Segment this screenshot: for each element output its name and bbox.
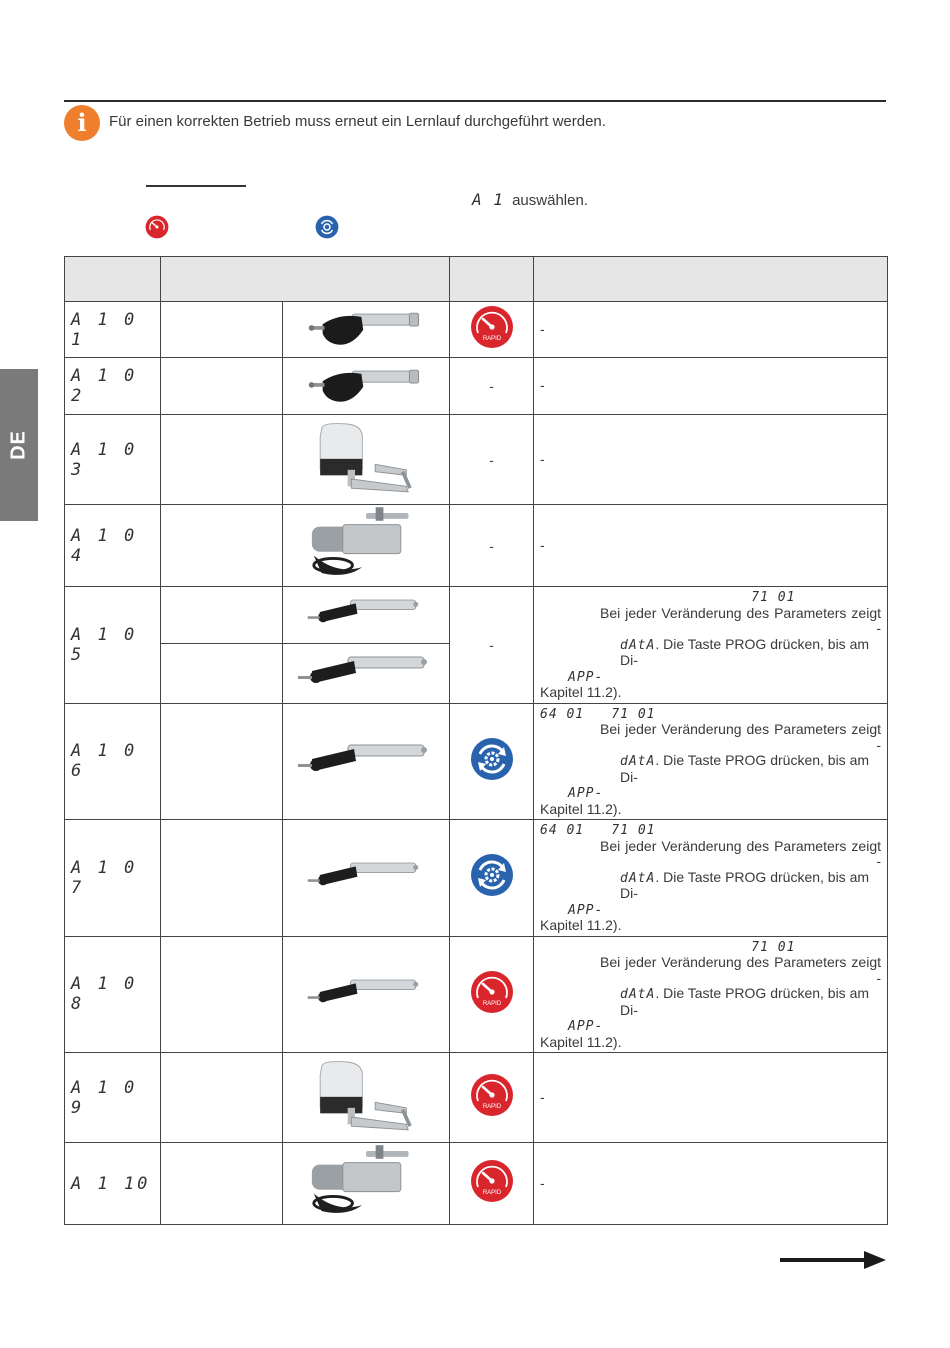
header-cell-notes <box>534 257 888 302</box>
notes-dash: - <box>540 320 545 337</box>
icon-cell <box>450 703 534 820</box>
product-image-cell <box>283 415 450 505</box>
linear-actuator-silver-image <box>296 739 436 779</box>
param-code-71: 71 01 <box>751 590 796 605</box>
linear-actuator-silver-image <box>306 594 426 630</box>
underground-operator-image <box>308 507 424 579</box>
chapter-ref: Kapitel 11.2). <box>540 800 622 817</box>
icon-dash: - <box>489 378 494 394</box>
notes-cell <box>534 1053 888 1143</box>
table-row <box>65 703 888 820</box>
header-cell-model <box>161 257 450 302</box>
table-row <box>65 302 888 358</box>
model-name-cell <box>161 703 283 820</box>
notes-dash: - <box>876 620 881 636</box>
parameter-code: A 1 0 3 <box>71 439 138 480</box>
notes-dash: - <box>540 1088 545 1105</box>
top-rule <box>64 100 886 102</box>
select-instruction <box>472 190 588 209</box>
data-text: . Die Taste PROG drücken, bis am Di- <box>620 635 870 668</box>
product-image-cell <box>283 1053 450 1143</box>
model-name-cell <box>161 505 283 587</box>
parameter-code-cell <box>65 703 161 820</box>
linear-actuator-silver-image <box>306 857 426 893</box>
model-name-cell <box>161 415 283 505</box>
param-change-text: Bei jeder Veränderung des Parameters zeigt <box>600 837 881 854</box>
table-row <box>65 505 888 587</box>
gear-cycle-icon <box>470 853 514 897</box>
rapid-label: RAPID <box>482 336 501 342</box>
rapid-speedometer-icon <box>470 970 514 1014</box>
data-code: dAtA <box>620 870 656 886</box>
param-code-71: 71 01 <box>751 939 796 955</box>
table-row <box>65 358 888 415</box>
icon-dash: - <box>489 451 494 468</box>
notes-cell <box>534 703 888 820</box>
param-change-text: Bei jeder Veränderung des Parameters zeigt <box>600 954 881 970</box>
notes-dash: - <box>540 377 545 394</box>
underground-operator-image <box>308 1145 424 1217</box>
product-image-cell <box>283 703 450 820</box>
icon-cell <box>450 820 534 937</box>
notes-cell <box>534 936 888 1053</box>
icon-dash: - <box>489 636 494 653</box>
parameter-code: A 1 0 1 <box>71 309 138 350</box>
legend-rapid-icon <box>145 215 169 239</box>
icon-cell <box>450 358 534 415</box>
notes-dash: - <box>876 969 881 986</box>
param-code-71: 71 01 <box>611 706 656 722</box>
parameter-code: A 1 0 9 <box>71 1077 138 1118</box>
param-code-64: 64 01 <box>540 823 585 838</box>
product-image-cell <box>283 302 450 358</box>
gear-cycle-icon <box>470 737 514 781</box>
table-row <box>65 587 888 644</box>
app-code: APP- <box>568 1019 604 1034</box>
notes-dash: - <box>540 450 545 467</box>
notes-cell <box>534 1143 888 1225</box>
parameter-code-cell <box>65 415 161 505</box>
param-change-text: Bei jeder Veränderung des Parameters zeigt <box>600 721 881 737</box>
parameter-code-cell <box>65 358 161 415</box>
product-image-cell <box>283 587 450 644</box>
icon-cell <box>450 936 534 1053</box>
legend-cycle-icon <box>315 215 339 239</box>
chapter-ref: Kapitel 11.2). <box>540 917 622 933</box>
data-code: dAtA <box>620 987 656 1002</box>
select-code: A 1 <box>472 190 504 209</box>
model-name-cell <box>161 1053 283 1143</box>
articulated-arm-operator-image <box>311 417 421 497</box>
model-name-cell <box>161 587 283 644</box>
parameter-code: A 1 0 6 <box>71 741 138 782</box>
param-code-71: 71 01 <box>611 823 656 838</box>
table-row <box>65 820 888 937</box>
language-tab-label: DE <box>7 430 30 460</box>
param-change-text: Bei jeder Veränderung des Parameters zeigt <box>600 604 881 621</box>
select-text: auswählen. <box>512 192 588 209</box>
icon-cell <box>450 415 534 505</box>
section-underline <box>146 185 246 187</box>
notes-cell <box>534 415 888 505</box>
notes-cell <box>534 505 888 587</box>
model-name-cell <box>161 302 283 358</box>
parameter-code-cell <box>65 820 161 937</box>
model-name-cell <box>161 936 283 1053</box>
parameter-code: A 1 0 2 <box>71 366 138 406</box>
notes-dash: - <box>876 853 881 869</box>
rapid-label: RAPID <box>482 1104 501 1110</box>
icon-cell <box>450 1053 534 1143</box>
param-code-64: 64 01 <box>540 706 585 722</box>
chapter-ref: Kapitel 11.2). <box>540 1033 622 1050</box>
parameter-code-cell <box>65 936 161 1053</box>
linear-actuator-black-image <box>306 362 426 406</box>
parameter-code-cell <box>65 587 161 704</box>
parameter-code: A 1 0 7 <box>71 857 138 898</box>
product-image-cell <box>283 820 450 937</box>
icon-cell <box>450 1143 534 1225</box>
model-table <box>64 256 888 1225</box>
product-image-cell <box>283 505 450 587</box>
rapid-speedometer-icon <box>470 1159 514 1203</box>
notes-dash: - <box>540 536 545 553</box>
parameter-code: A 1 0 5 <box>71 624 138 665</box>
rapid-speedometer-icon <box>470 1073 514 1117</box>
parameter-code-cell <box>65 1053 161 1143</box>
notes-dash: - <box>876 736 881 753</box>
table-row <box>65 936 888 1053</box>
notes-cell <box>534 587 888 704</box>
app-code: APP- <box>568 786 604 801</box>
header-cell-icon <box>450 257 534 302</box>
rapid-label: RAPID <box>482 1190 501 1196</box>
product-image-cell <box>283 358 450 415</box>
model-name-cell <box>161 820 283 937</box>
table-row <box>65 1143 888 1225</box>
parameter-code-cell <box>65 505 161 587</box>
product-image-cell <box>283 1143 450 1225</box>
language-tab <box>0 369 38 521</box>
app-code: APP- <box>568 902 604 918</box>
data-code: dAtA <box>620 637 656 653</box>
notes-cell <box>534 358 888 415</box>
table-row <box>65 415 888 505</box>
chapter-ref: Kapitel 11.2). <box>540 684 622 700</box>
info-note: Für einen korrekten Betrieb muss erneut ein Lernlauf durchgeführt werden. <box>109 113 606 130</box>
notes-cell <box>534 820 888 937</box>
icon-dash: - <box>489 537 494 554</box>
data-text: . Die Taste PROG drücken, bis am Di- <box>620 985 870 1018</box>
info-icon: i <box>64 105 100 141</box>
next-page-arrow-icon <box>780 1250 888 1270</box>
linear-actuator-silver-image <box>296 651 436 691</box>
model-name-cell <box>161 358 283 415</box>
product-image-cell <box>283 643 450 703</box>
parameter-code: A 1 0 4 <box>71 525 138 566</box>
notes-dash: - <box>540 1174 545 1191</box>
header-cell-parameter <box>65 257 161 302</box>
model-name-cell <box>161 643 283 703</box>
articulated-arm-operator-image <box>311 1055 421 1135</box>
product-image-cell <box>283 936 450 1053</box>
icon-cell <box>450 302 534 358</box>
parameter-code: A 1 10 <box>71 1173 151 1194</box>
table-header-row <box>65 257 888 302</box>
icon-cell <box>450 505 534 587</box>
app-code: APP- <box>568 669 604 685</box>
linear-actuator-silver-image <box>306 974 426 1010</box>
rapid-label: RAPID <box>482 1000 501 1007</box>
data-text: . Die Taste PROG drücken, bis am Di- <box>620 868 870 901</box>
linear-actuator-black-image <box>306 305 426 349</box>
data-code: dAtA <box>620 754 656 769</box>
parameter-code-cell <box>65 1143 161 1225</box>
table-row <box>65 1053 888 1143</box>
parameter-code-cell <box>65 302 161 358</box>
icon-cell <box>450 587 534 704</box>
parameter-code: A 1 0 8 <box>71 974 138 1015</box>
model-name-cell <box>161 1143 283 1225</box>
rapid-speedometer-icon <box>470 305 514 349</box>
notes-cell <box>534 302 888 358</box>
data-text: . Die Taste PROG drücken, bis am Di- <box>620 752 870 785</box>
